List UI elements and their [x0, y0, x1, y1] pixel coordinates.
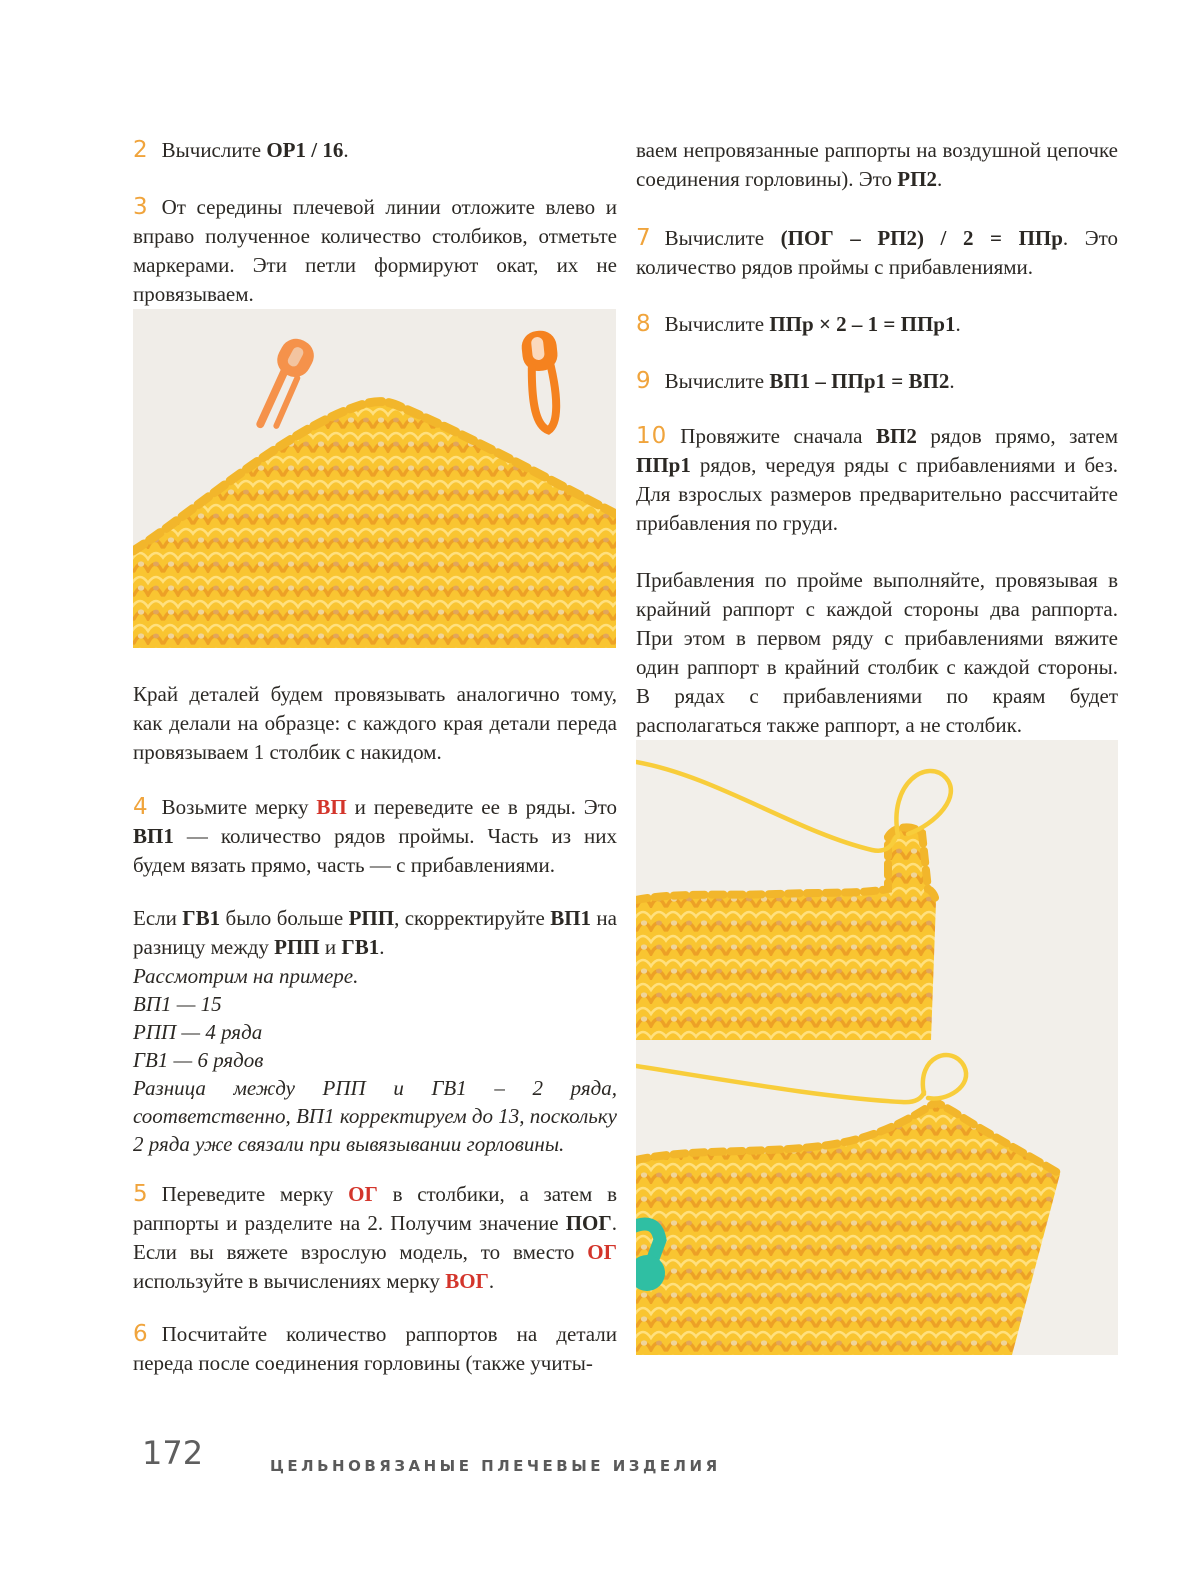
step-3: [133, 193, 617, 309]
example-line: Рассмотрим на примере.: [133, 964, 359, 988]
step-4-number: 4: [133, 794, 149, 820]
crochet-armhole-image: [636, 1040, 1118, 1355]
left-column: [133, 136, 617, 1378]
step-10-text: Провяжите сначала ВП2 рядов прямо, затем ППр1 рядов, чередуя ряды с прибавлениями и без. Для взрослых размеров предварительно рассчитайте прибавления по груди.: [636, 424, 1118, 535]
step-5: [133, 1180, 617, 1296]
step-5-text: Переведите мерку ОГ в столбики, а затем в раппорты и разделите на 2. Получим значение ПОГ. Если вы вяжете взрослую модель, то вместо ОГ используйте в вычислениях мерку ВОГ.: [133, 1182, 617, 1293]
step-10-number: 10: [636, 423, 668, 449]
step-3-number: 3: [133, 194, 149, 220]
step-9-number: 9: [636, 368, 652, 394]
right-column: [636, 136, 1118, 1355]
step-4-text: Возьмите мерку ВП и переведите ее в ряды. Это ВП1 — количество рядов проймы. Часть из них будем вязать прямо, часть — с прибавлениями.: [133, 795, 617, 877]
paragraph-correction: [133, 904, 617, 962]
example-line: ВП1 — 15: [133, 992, 222, 1016]
step-6-text: Посчитайте количество раппортов на детали переда после соединения горловины (также учиты-: [133, 1322, 617, 1375]
crochet-swatch-image: [133, 309, 616, 648]
step-9-text: Вычислите ВП1 – ППр1 = ВП2.: [664, 369, 955, 393]
paragraph-edge-instructions: [133, 680, 617, 767]
paragraph-armhole-additions: [636, 566, 1118, 740]
step-2: [133, 136, 617, 165]
photo-shoulder-top-with-stitch-markers: [133, 309, 617, 648]
step-8-number: 8: [636, 311, 652, 337]
paragraph-armhole-additions-text: Прибавления по пройме выполняйте, провязывая в крайний раппорт с каждой стороны два раппорта. При этом в первом ряду с прибавлениями вяжите один раппорт в крайний столбик с каждой стороны. В рядах с прибавлениями по краям будет располагаться также раппорт, а не столбик.: [636, 568, 1118, 737]
example-line: ГВ1 — 6 рядов: [133, 1048, 264, 1072]
paragraph-correction-text: Если ГВ1 было больше РПП, скорректируйте ВП1 на разницу между РПП и ГВ1.: [133, 906, 617, 959]
step-2-number: 2: [133, 137, 149, 163]
page-number: 172: [142, 1434, 204, 1472]
step-4: [133, 793, 617, 880]
step-7: [636, 224, 1118, 282]
step-8-text: Вычислите ППр × 2 – 1 = ППр1.: [664, 312, 961, 336]
example-line: РПП — 4 ряда: [133, 1020, 263, 1044]
step-2-text: Вычислите ОР1 / 16.: [161, 138, 349, 162]
step-5-number: 5: [133, 1181, 149, 1207]
step-10: [636, 422, 1118, 538]
step-6-number: 6: [133, 1321, 149, 1347]
crochet-corner-image: [636, 740, 1118, 1040]
step-7-text: Вычислите (ПОГ – РП2) / 2 = ППр. Это количество рядов проймы с прибавлениями.: [636, 226, 1119, 279]
step-7-number: 7: [636, 225, 652, 251]
step-6: [133, 1320, 617, 1378]
example-block: [133, 962, 617, 1158]
photo-fabric-corner-with-yarn-loop: [636, 740, 1118, 1040]
section-title: ЦЕЛЬНОВЯЗАНЫЕ ПЛЕЧЕВЫЕ ИЗДЕЛИЯ: [270, 1457, 721, 1475]
paragraph-edge-text: Край деталей будем провязывать аналогично тому, как делали на образце: с каждого края детали переда провязываем 1 столбик с накидом.: [133, 682, 617, 764]
step-9: [636, 367, 1118, 396]
step-3-text: От середины плечевой линии отложите влево и вправо полученное количество столбиков, отметьте маркерами. Эти петли формируют окат, их не провязываем.: [133, 195, 617, 306]
paragraph-continuation-text: ваем непровязанные раппорты на воздушной цепочке соединения горловины). Это РП2.: [636, 138, 1118, 191]
step-8: [636, 310, 1118, 339]
example-line: Разница между РПП и ГВ1 – 2 ряда, соответственно, ВП1 корректируем до 13, поскольку 2 ряда уже связали при вывязывании горловины.: [133, 1076, 617, 1156]
photo-armhole-shaping-with-teal-marker: [636, 1040, 1118, 1355]
paragraph-continuation: [636, 136, 1118, 194]
